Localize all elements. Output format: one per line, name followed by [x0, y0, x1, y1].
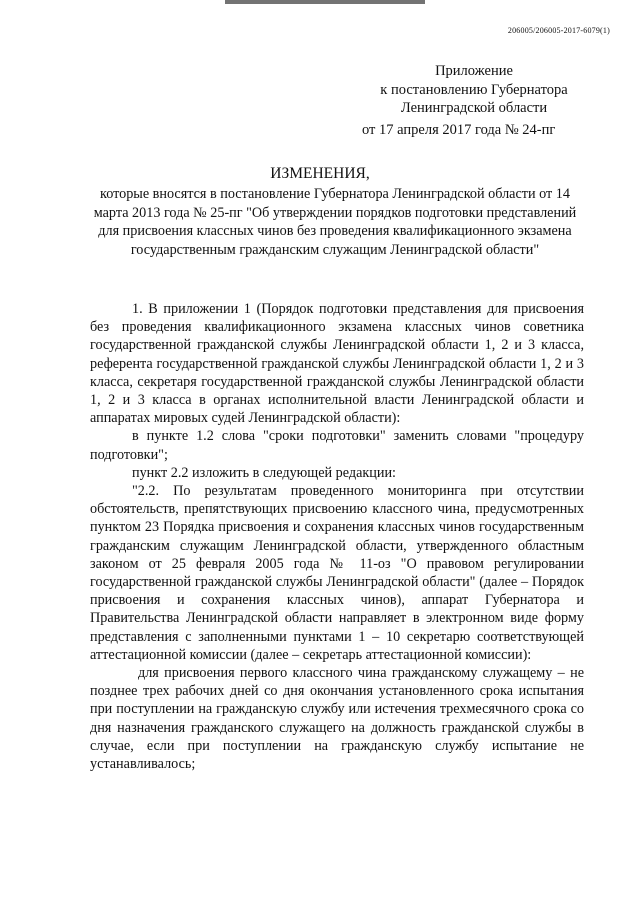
- appendix-line-3: Ленинградской области: [400, 100, 548, 116]
- paragraph-2: в пункте 1.2 слова "сроки подготовки" заменить словами "процедуру подготовки";: [90, 428, 584, 463]
- scan-header-line: [225, 0, 425, 4]
- paragraph-5: для присвоения первого классного чина гражданскому служащему – не позднее трех рабочих дней со дня окончания установленного срока испытания при поступлении на гражданскую службу или истечения трехмесячного срока со дня назначения гражданского служащего на должность гражданской службы в случае, если при поступлении на гражданскую службу испытание не устанавливалось;: [90, 665, 584, 773]
- appendix-block: [364, 62, 584, 118]
- appendix-line-2: к постановлению Губернатора: [380, 81, 568, 98]
- document-title: ИЗМЕНЕНИЯ,: [270, 165, 370, 182]
- paragraph-1: 1. В приложении 1 (Порядок подготовки представления для присвоения без проведения квалификационного экзамена классных чинов советника государственной гражданской службы Ленинградской области 1, 2 и 3 класса, референта государственной гражданской службы Ленинградской области 1, 2 и 3 класса, секретаря государственной гражданской службы Ленинградской области 1, 2 и 3 класса в органах исполнительной власти Ленинградской области и аппаратах мировых судей Ленинградской области):: [90, 301, 584, 427]
- paragraph-3: пункт 2.2 изложить в следующей редакции:: [132, 464, 396, 481]
- document-subtitle: которые вносятся в постановление Губернатора Ленинградской области от 14 марта 2013 года № 25-пг "Об утверждении порядков подготовки представлений для присвоения классных чинов без проведения квалификационного экзамена государственным гражданским служащим Ленинградской области": [93, 186, 577, 258]
- appendix-date: от 17 апреля 2017 года № 24-пг: [362, 122, 556, 138]
- document-body: [90, 300, 584, 773]
- appendix-line-1: Приложение: [435, 63, 513, 79]
- paragraph-4: "2.2. По результатам проведенного мониторинга при отсутствии обстоятельств, препятствующих присвоению классного чина, предусмотренных пунктом 23 Порядка присвоения и сохранения классных чинов государственным гражданским служащим Ленинградской области, утвержденного областным законом от 25 февраля 2005 года № 11-оз "О правовом регулировании государственной гражданской службы Ленинградской области" (далее – Порядок присвоения и сохранения классных чинов), аппарат Губернатора и Правительства Ленинградской области направляет в электронном виде форму представления с заполненными пунктами 1 – 10 секретарю соответствующей аттестационной комиссии (далее – секретарь аттестационной комиссии):: [90, 483, 584, 663]
- document-id: 206005/206005-2017-6079(1): [507, 26, 610, 35]
